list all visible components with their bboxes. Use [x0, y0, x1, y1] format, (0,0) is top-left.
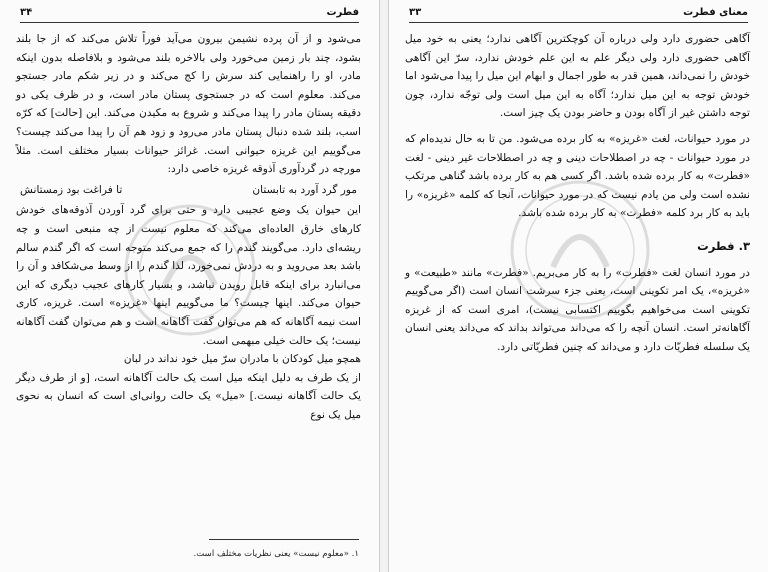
paragraph: در مورد انسان لغت «فطرت» را به کار می‌بریم. «فطرت» مانند «طبیعت» و «غریزه»، یک امر تکوینی است، یعنی جزء سرشت انسان است (اگر می‌گوییم تکوینی است می‌خواهیم بگوییم اکتسابی نیست)، امری است که از غریزه آگاهانه‌تر است. انسان آنچه را که می‌داند می‌تواند بداند که می‌داند یعنی انسان یک سلسله فطریّات دارد و می‌داند که چنین فطریّاتی دارد.: [405, 266, 750, 353]
paragraph: می‌شود و از آن پرده نشیمن بیرون می‌آید فوراً تلاش می‌کند که از جا بلند بشود، چند بار زمین می‌خورد ولی بالاخره بلند می‌شود و بلافاصله بدون اینکه مادر، او را راهنمایی کند سرش را کج می‌کند و در زیر شکم مادر جستجو می‌کند. معلوم است که در جستجوی پستان مادر است، و در ظرف یکی دو دقیقه پستان مادر را پیدا می‌کند و شروع به مکیدن می‌کند. این [حالت] که کرّه اسب، بلند شده دنبال پستان مادر می‌رود و زود هم آن را پیدا می‌کند چیست؟ می‌گوییم این غریزه حیوانی است. غرائز حیوانات بسیار مختلف است. مثلاً مورچه در گردآوری آذوقه غریزه خاصی دارد:: [16, 33, 361, 176]
paragraph: همچو میل کودکان با مادران سرّ میل خود نداند در لبان: [123, 353, 361, 366]
paragraph: این حیوان یک وضع عجیبی دارد و حتی برای گرد آوردن آذوقه‌های خودش کارهای خارق العاده‌ای می‌کند که معلوم نیست از چه منبعی است و چه ریشه‌ای دارد. می‌گویند گندم را که جمع می‌کند متوجه است که اگر گندم سالم باشد بعد می‌روید و به دردش نمی‌خورد، لذا گندم را از وسط می‌شکافد و آن را می‌انبارد برای اینکه قابل رویدن نباشد، و بسیار کارهای عجیب دیگری که این حیوان می‌کند. اینها چیست؟ ما می‌گوییم اینها «غریزه» است. غریزه، کاری است نیمه آگاهانه که هم می‌توان گفت آگاهانه است و هم می‌توان گفت آگاهانه نیست؛ یک حالت خیلی مبهمی است.: [16, 204, 361, 347]
right-page: [388, 0, 768, 572]
poem-hemistich-1: مور گرد آورد به تابستان: [252, 183, 357, 196]
poem-hemistich-2: تا فراغت بود زمستانش: [20, 183, 123, 196]
paragraph: آگاهی حضوری دارد ولی درباره آن کوچکترین آگاهی ندارد؛ یعنی به خود میل آگاهی حضوری دارد ولی دیگر علم به این علم خودش ندارد، سرّ این آگاهی خودش را نمی‌داند، همین قدر به طور اجمال و ابهام این میل را پیدا می‌شود اما خودش توجه به این میل ندارد؛ آگاه به این میل است ولی توجّه ندارد، چون توجه داشتن غیر از آگاه بودن و حاضر بودن یک چیز است.: [405, 33, 750, 120]
running-head-right: [409, 6, 748, 23]
page-number: ۳۴: [20, 7, 33, 18]
paragraph: از یک طرف به دلیل اینکه میل است یک حالت آگاهانه است، [و از طرف دیگر یک حالت آگاهانه نیست.] «میل» یک حالت روانی‌ای است که انسان به نحوی میل یک نوع: [16, 371, 361, 421]
section-title: ۳. فطرت: [697, 238, 750, 253]
footnote-divider: [209, 539, 359, 540]
poem-line: [20, 181, 357, 200]
right-body-text: [405, 30, 750, 357]
footnote: ۱. «معلوم نیست» یعنی نظریات مختلف است.: [193, 549, 359, 559]
left-page: [0, 0, 380, 572]
paragraph: در مورد حیوانات، لغت «غریزه» به کار برده می‌شود. من تا به حال ندیده‌ام که در مورد حیوانات - چه در اصطلاحات دینی و چه در اصطلاحات غیر دینی - لغت «فطرت» به کار برده شده باشد. اگر کسی هم به کار برده باشد گناهی مرتکب نشده است ولی من یادم نیست که در مورد حیوانات، آنجا که کلمه «غریزه» را باید به کار برد کلمه «فطرت» به کار برده شده باشد.: [405, 132, 750, 220]
left-body-text: [16, 30, 361, 424]
running-title: معنای فطرت: [683, 7, 748, 18]
running-title: فطرت: [326, 7, 359, 18]
running-head-left: [20, 6, 359, 23]
page-number: ۳۳: [409, 7, 422, 18]
